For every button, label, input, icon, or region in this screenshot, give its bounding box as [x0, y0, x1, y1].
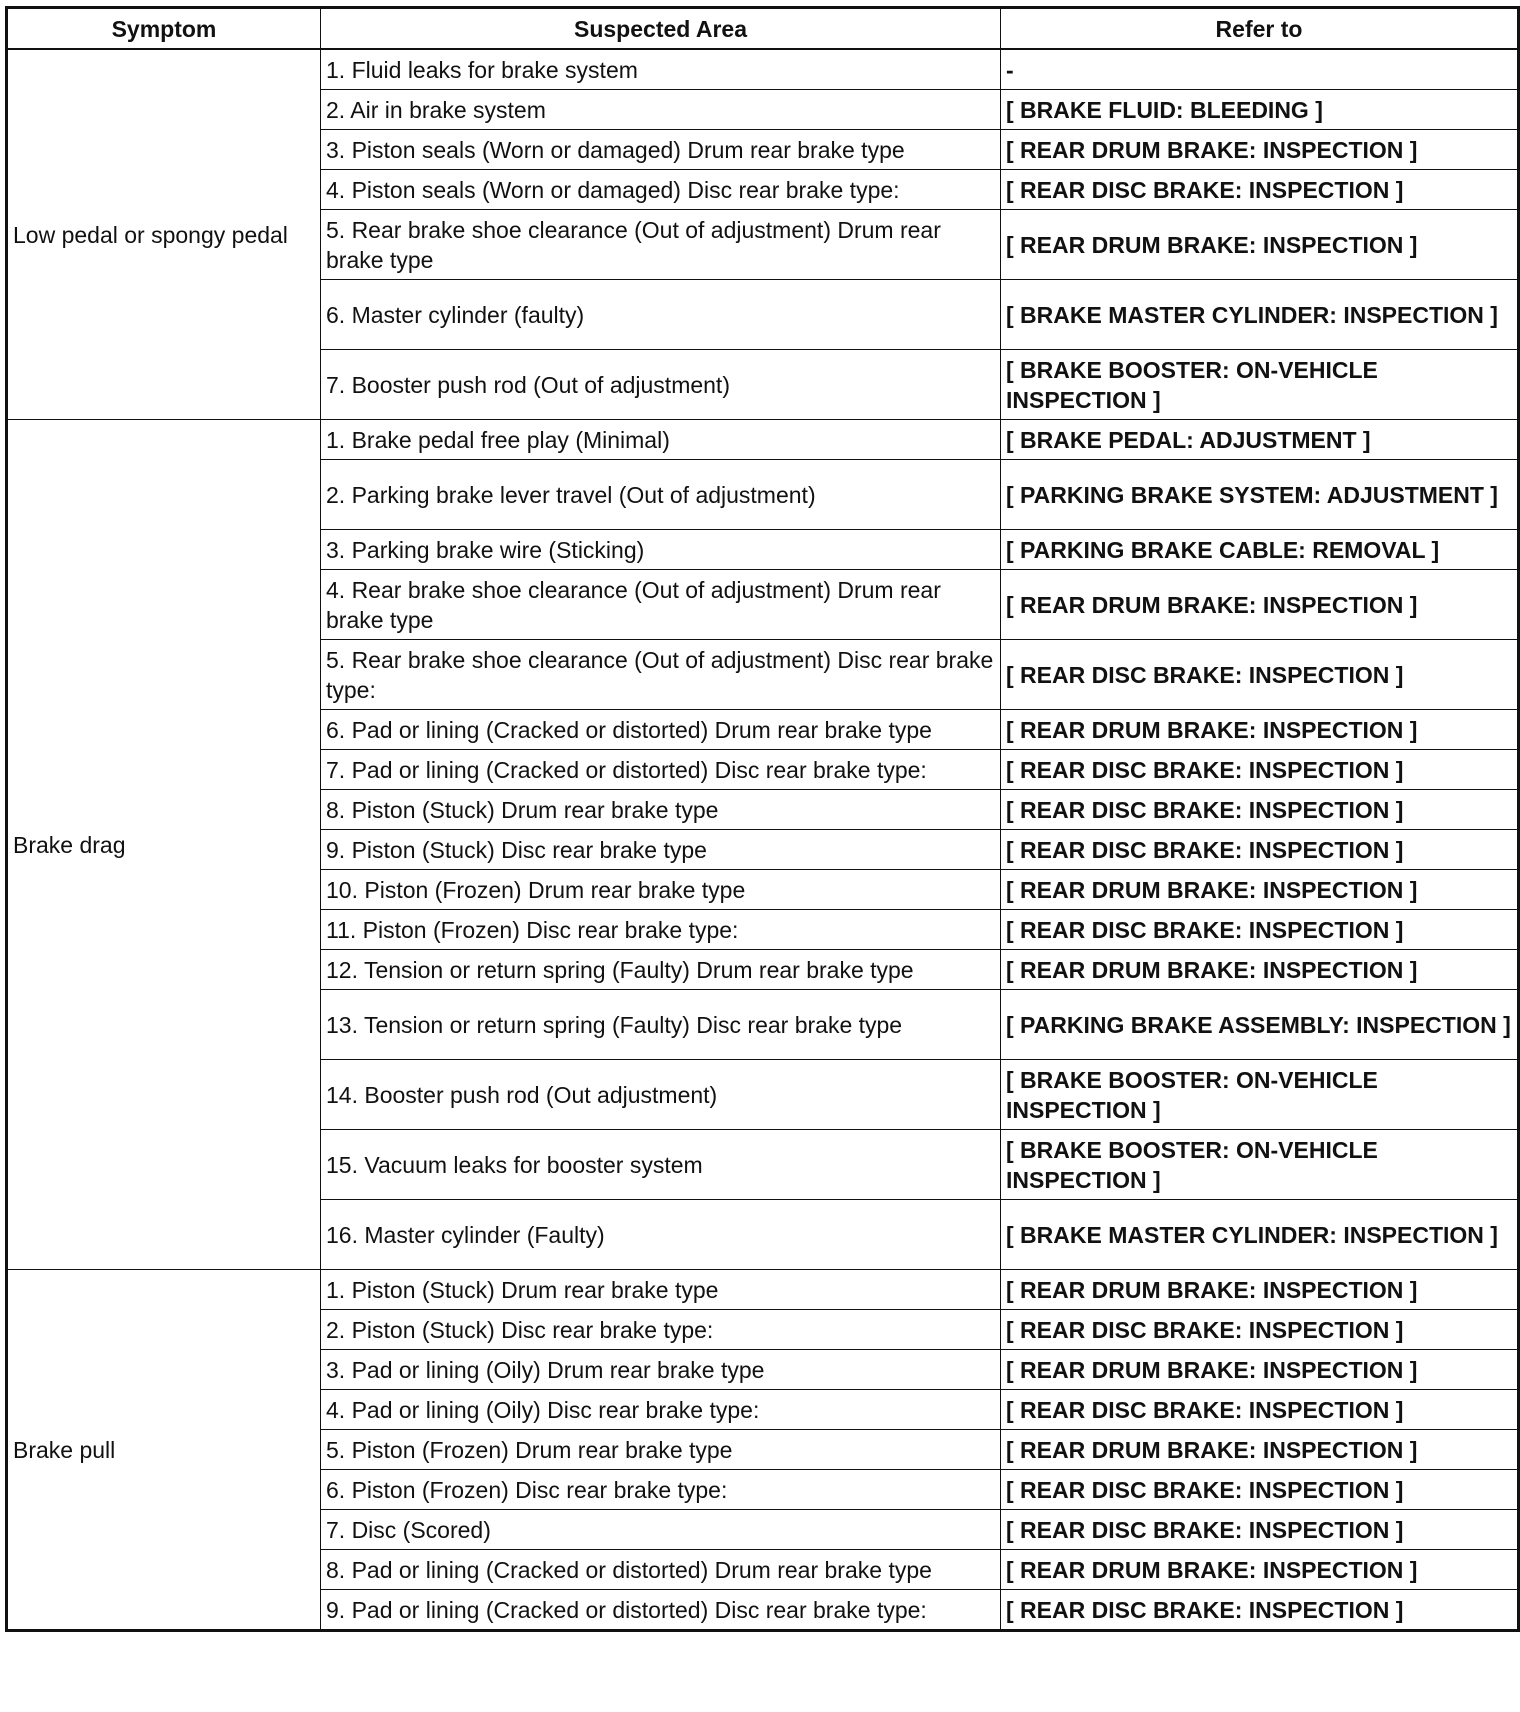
refer-to-cell: [ REAR DRUM BRAKE: INSPECTION ]	[1001, 130, 1519, 170]
refer-to-cell: [ REAR DRUM BRAKE: INSPECTION ]	[1001, 1350, 1519, 1390]
troubleshooting-table	[5, 6, 1520, 1632]
header-symptom: Symptom	[7, 8, 321, 50]
symptom-cell: Brake drag	[7, 420, 321, 1270]
refer-to-cell: [ REAR DRUM BRAKE: INSPECTION ]	[1001, 1430, 1519, 1470]
suspected-area-cell: 7. Booster push rod (Out of adjustment)	[321, 350, 1001, 420]
refer-to-cell: [ REAR DISC BRAKE: INSPECTION ]	[1001, 1390, 1519, 1430]
refer-to-cell: [ BRAKE BOOSTER: ON-VEHICLE INSPECTION ]	[1001, 1130, 1519, 1200]
suspected-area-cell: 4. Piston seals (Worn or damaged) Disc rear brake type:	[321, 170, 1001, 210]
refer-to-cell: [ PARKING BRAKE ASSEMBLY: INSPECTION ]	[1001, 990, 1519, 1060]
suspected-area-cell: 7. Disc (Scored)	[321, 1510, 1001, 1550]
suspected-area-cell: 5. Rear brake shoe clearance (Out of adjustment) Drum rear brake type	[321, 210, 1001, 280]
table-body	[7, 49, 1519, 1631]
suspected-area-cell: 2. Parking brake lever travel (Out of adjustment)	[321, 460, 1001, 530]
symptom-cell: Brake pull	[7, 1270, 321, 1631]
refer-to-cell: [ BRAKE PEDAL: ADJUSTMENT ]	[1001, 420, 1519, 460]
refer-to-cell: [ REAR DRUM BRAKE: INSPECTION ]	[1001, 950, 1519, 990]
refer-to-cell: [ REAR DRUM BRAKE: INSPECTION ]	[1001, 570, 1519, 640]
suspected-area-cell: 6. Piston (Frozen) Disc rear brake type:	[321, 1470, 1001, 1510]
suspected-area-cell: 8. Pad or lining (Cracked or distorted) Drum rear brake type	[321, 1550, 1001, 1590]
refer-to-cell: [ BRAKE BOOSTER: ON-VEHICLE INSPECTION ]	[1001, 1060, 1519, 1130]
suspected-area-cell: 2. Air in brake system	[321, 90, 1001, 130]
table-row	[7, 49, 1519, 90]
suspected-area-cell: 4. Pad or lining (Oily) Disc rear brake type:	[321, 1390, 1001, 1430]
suspected-area-cell: 15. Vacuum leaks for booster system	[321, 1130, 1001, 1200]
refer-to-cell: [ REAR DISC BRAKE: INSPECTION ]	[1001, 1470, 1519, 1510]
refer-to-cell: [ BRAKE FLUID: BLEEDING ]	[1001, 90, 1519, 130]
header-refer-to: Refer to	[1001, 8, 1519, 50]
suspected-area-cell: 1. Brake pedal free play (Minimal)	[321, 420, 1001, 460]
refer-to-cell: [ REAR DISC BRAKE: INSPECTION ]	[1001, 910, 1519, 950]
suspected-area-cell: 6. Pad or lining (Cracked or distorted) Drum rear brake type	[321, 710, 1001, 750]
troubleshooting-table-container	[5, 6, 1520, 1632]
refer-to-cell: [ REAR DISC BRAKE: INSPECTION ]	[1001, 170, 1519, 210]
suspected-area-cell: 7. Pad or lining (Cracked or distorted) Disc rear brake type:	[321, 750, 1001, 790]
symptom-cell: Low pedal or spongy pedal	[7, 49, 321, 420]
suspected-area-cell: 5. Piston (Frozen) Drum rear brake type	[321, 1430, 1001, 1470]
header-suspected-area: Suspected Area	[321, 8, 1001, 50]
suspected-area-cell: 2. Piston (Stuck) Disc rear brake type:	[321, 1310, 1001, 1350]
refer-to-cell: [ REAR DISC BRAKE: INSPECTION ]	[1001, 1310, 1519, 1350]
suspected-area-cell: 1. Fluid leaks for brake system	[321, 49, 1001, 90]
refer-to-cell: [ REAR DRUM BRAKE: INSPECTION ]	[1001, 1270, 1519, 1310]
refer-to-cell: [ REAR DRUM BRAKE: INSPECTION ]	[1001, 710, 1519, 750]
refer-to-cell: [ BRAKE BOOSTER: ON-VEHICLE INSPECTION ]	[1001, 350, 1519, 420]
refer-to-cell: [ REAR DRUM BRAKE: INSPECTION ]	[1001, 870, 1519, 910]
table-row	[7, 1270, 1519, 1310]
suspected-area-cell: 9. Piston (Stuck) Disc rear brake type	[321, 830, 1001, 870]
suspected-area-cell: 3. Pad or lining (Oily) Drum rear brake type	[321, 1350, 1001, 1390]
refer-to-cell: [ REAR DISC BRAKE: INSPECTION ]	[1001, 750, 1519, 790]
suspected-area-cell: 3. Parking brake wire (Sticking)	[321, 530, 1001, 570]
suspected-area-cell: 13. Tension or return spring (Faulty) Disc rear brake type	[321, 990, 1001, 1060]
suspected-area-cell: 16. Master cylinder (Faulty)	[321, 1200, 1001, 1270]
suspected-area-cell: 3. Piston seals (Worn or damaged) Drum rear brake type	[321, 130, 1001, 170]
table-row	[7, 420, 1519, 460]
refer-to-cell: [ BRAKE MASTER CYLINDER: INSPECTION ]	[1001, 280, 1519, 350]
refer-to-cell: [ REAR DRUM BRAKE: INSPECTION ]	[1001, 1550, 1519, 1590]
refer-to-cell: [ REAR DISC BRAKE: INSPECTION ]	[1001, 790, 1519, 830]
suspected-area-cell: 10. Piston (Frozen) Drum rear brake type	[321, 870, 1001, 910]
refer-to-cell: [ PARKING BRAKE SYSTEM: ADJUSTMENT ]	[1001, 460, 1519, 530]
suspected-area-cell: 11. Piston (Frozen) Disc rear brake type:	[321, 910, 1001, 950]
refer-to-cell: -	[1001, 49, 1519, 90]
suspected-area-cell: 6. Master cylinder (faulty)	[321, 280, 1001, 350]
suspected-area-cell: 12. Tension or return spring (Faulty) Drum rear brake type	[321, 950, 1001, 990]
table-header	[7, 8, 1519, 50]
refer-to-cell: [ REAR DISC BRAKE: INSPECTION ]	[1001, 1590, 1519, 1631]
refer-to-cell: [ REAR DISC BRAKE: INSPECTION ]	[1001, 640, 1519, 710]
suspected-area-cell: 1. Piston (Stuck) Drum rear brake type	[321, 1270, 1001, 1310]
refer-to-cell: [ REAR DISC BRAKE: INSPECTION ]	[1001, 830, 1519, 870]
refer-to-cell: [ PARKING BRAKE CABLE: REMOVAL ]	[1001, 530, 1519, 570]
suspected-area-cell: 5. Rear brake shoe clearance (Out of adjustment) Disc rear brake type:	[321, 640, 1001, 710]
refer-to-cell: [ BRAKE MASTER CYLINDER: INSPECTION ]	[1001, 1200, 1519, 1270]
suspected-area-cell: 4. Rear brake shoe clearance (Out of adjustment) Drum rear brake type	[321, 570, 1001, 640]
refer-to-cell: [ REAR DISC BRAKE: INSPECTION ]	[1001, 1510, 1519, 1550]
refer-to-cell: [ REAR DRUM BRAKE: INSPECTION ]	[1001, 210, 1519, 280]
header-row	[7, 8, 1519, 50]
suspected-area-cell: 9. Pad or lining (Cracked or distorted) Disc rear brake type:	[321, 1590, 1001, 1631]
suspected-area-cell: 8. Piston (Stuck) Drum rear brake type	[321, 790, 1001, 830]
suspected-area-cell: 14. Booster push rod (Out adjustment)	[321, 1060, 1001, 1130]
